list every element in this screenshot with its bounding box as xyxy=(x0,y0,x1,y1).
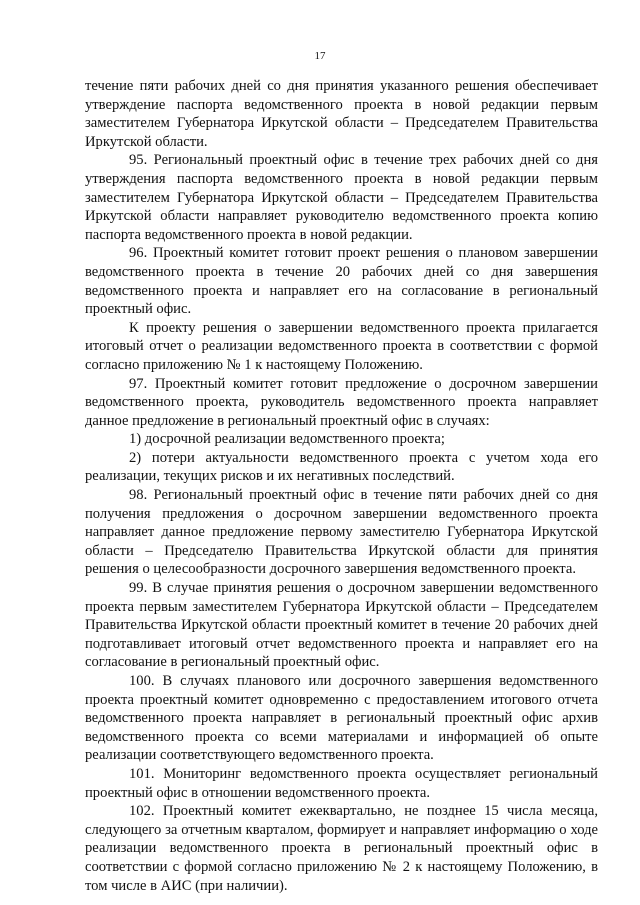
paragraph-102: 102. Проектный комитет ежеквартально, не позднее 15 числа месяца, следующего за отчетным кварталом, формирует и направляет информацию о ходе реализации ведомственного проекта в региональный проектный офис в соответствии с формой согласно приложению № 2 к настоящему Положению, в том числе в АИС (при наличии). xyxy=(85,803,598,894)
page-number: 17 xyxy=(314,50,326,62)
paragraph-96-attachment: К проекту решения о завершении ведомственного проекта прилагается итоговый отчет о реализации ведомственного проекта в соответствии с формой согласно приложению № 1 к настоящему Положению. xyxy=(85,319,598,373)
paragraph-101: 101. Мониторинг ведомственного проекта осуществляет региональный проектный офис в отношении ведомственного проекта. xyxy=(85,765,598,801)
paragraph-continuation: течение пяти рабочих дней со дня принятия указанного решения обеспечивает утверждение паспорта ведомственного проекта в новой редакции первым заместителем Губернатора Иркутской области – Председателем Правительства Иркутской области. xyxy=(85,78,598,150)
paragraph-98: 98. Региональный проектный офис в течение пяти рабочих дней со дня получения предложения о досрочном завершении ведомственного проекта направляет данное предложение первому заместителю Губернатора Иркутской области – Председателю Правительства Иркутской области для принятия решения о целесообразности досрочного завершения ведомственного проекта. xyxy=(85,487,598,578)
document-body xyxy=(85,77,598,895)
paragraph-95: 95. Региональный проектный офис в течение трех рабочих дней со дня утверждения паспорта ведомственного проекта в новой редакции первым заместителем Губернатора Иркутской области – Председателем Правительства Иркутской области направляет руководителю ведомственного проекта копию паспорта ведомственного проекта в новой редакции. xyxy=(85,152,598,243)
paragraph-97-case-2: 2) потери актуальности ведомственного проекта с учетом хода его реализации, текущих рисков и их негативных последствий. xyxy=(85,449,598,485)
paragraph-97-case-1: 1) досрочной реализации ведомственного проекта; xyxy=(129,431,445,448)
paragraph-96: 96. Проектный комитет готовит проект решения о плановом завершении ведомственного проекта в течение 20 рабочих дней со дня завершения ведомственного проекта и направляет его на согласование в региональный проектный офис. xyxy=(85,245,598,318)
paragraph-97: 97. Проектный комитет готовит предложение о досрочном завершении ведомственного проекта, руководитель ведомственного проекта направляет данное предложение в региональный проектный офис в случаях: xyxy=(85,375,598,429)
paragraph-99: 99. В случае принятия решения о досрочном завершении ведомственного проекта первым заместителем Губернатора Иркутской области – Председателем Правительства Иркутской области проектный комитет в течение 20 рабочих дней подготавливает итоговый отчет ведомственного проекта и направляет его на согласование в региональный проектный офис. xyxy=(85,580,598,671)
paragraph-100: 100. В случаях планового или досрочного завершения ведомственного проекта проектный комитет одновременно с предоставлением итогового отчета ведомственного проекта направляет в региональный проектный офис архив ведомственного проекта со всеми материалами и информацией об опыте реализации соответствующего ведомственного проекта. xyxy=(85,673,598,764)
